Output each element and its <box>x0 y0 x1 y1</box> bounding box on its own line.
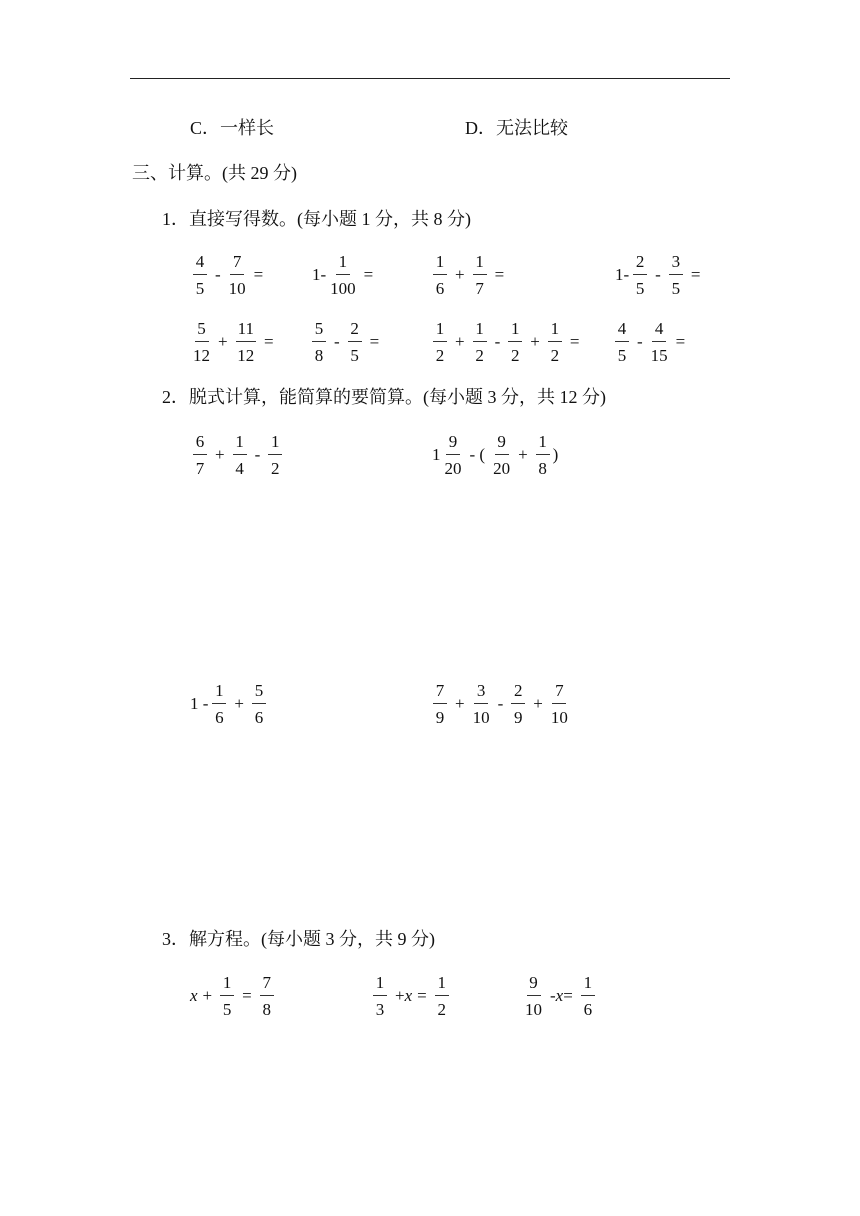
fraction: $\frac{1}{3}$ <box>373 974 387 1018</box>
fraction: $\frac{4}{5}$ <box>615 320 629 364</box>
choice-c: C．一样长 <box>190 118 275 138</box>
q2-expr-3: 1 - $\frac{1}{6}$ + $\frac{5}{6}$ <box>190 682 269 726</box>
q3-equation-2: $\frac{1}{3}$ + x = $\frac{1}{2}$ <box>370 974 452 1018</box>
fraction: $\frac{2}{9}$ <box>511 682 525 726</box>
section-heading: 三、计算。(共 29 分) <box>132 163 297 183</box>
fraction: $\frac{1}{100}$ <box>330 252 356 298</box>
fraction: $\frac{3}{5}$ <box>669 253 683 297</box>
fraction: $\frac{1}{8}$ <box>536 433 550 477</box>
fraction: $\frac{3}{10}$ <box>472 681 490 727</box>
fraction: $\frac{1}{2}$ <box>508 320 522 364</box>
fraction: $\frac{4}{5}$ <box>193 253 207 297</box>
fraction: $\frac{5}{8}$ <box>312 320 326 364</box>
q2-expr-1: $\frac{6}{7}$ + $\frac{1}{4}$ - $\frac{1}{2}$ <box>190 433 285 477</box>
q2-title: 2．脱式计算，能简算的要简算。(每小题 3 分，共 12 分) <box>162 387 606 407</box>
fraction: $\frac{1}{5}$ <box>220 974 234 1018</box>
q1-expr-7: $\frac{1}{2}$ + $\frac{1}{2}$ - $\frac{1}{2}$ + $\frac{1}{2}$ = <box>430 320 584 364</box>
q1-expr-3: $\frac{1}{6}$ + $\frac{1}{7}$ = <box>430 253 509 297</box>
fraction: $\frac{5}{6}$ <box>252 682 266 726</box>
fraction: $\frac{9}{10}$ <box>525 973 542 1019</box>
fraction: $\frac{1}{6}$ <box>433 253 447 297</box>
fraction: $\frac{7}{9}$ <box>433 682 447 726</box>
fraction: $\frac{1}{4}$ <box>233 433 247 477</box>
q1-expr-6: $\frac{5}{8}$ - $\frac{2}{5}$ = <box>309 320 384 364</box>
q1-expr-5: $\frac{5}{12}$ + $\frac{11}{12}$ = <box>193 319 274 365</box>
header-rule <box>130 78 730 79</box>
fraction: $\frac{1}{7}$ <box>473 253 487 297</box>
fraction: $\frac{1}{2}$ <box>268 433 282 477</box>
fraction: $\frac{11}{12}$ <box>237 319 255 365</box>
fraction: $\frac{9}{20}$ <box>444 432 462 478</box>
fraction: $\frac{5}{12}$ <box>193 319 210 365</box>
fraction: $\frac{9}{20}$ <box>493 432 511 478</box>
fraction: $\frac{7}{8}$ <box>260 974 274 1018</box>
choice-d: D．无法比较 <box>465 118 568 138</box>
q1-expr-8: $\frac{4}{5}$ - $\frac{4}{15}$ = <box>612 320 690 364</box>
q2-expr-2: 1 $\frac{9}{20}$ - ( $\frac{9}{20}$ + $\frac{1}{8}$ ) <box>432 432 559 478</box>
fraction: $\frac{2}{5}$ <box>633 253 647 297</box>
fraction: $\frac{1}{6}$ <box>581 974 595 1018</box>
fraction: $\frac{1}{2}$ <box>473 320 487 364</box>
q3-equation-1: x + $\frac{1}{5}$ = $\frac{7}{8}$ <box>190 974 277 1018</box>
fraction: $\frac{1}{2}$ <box>548 320 562 364</box>
q2-expr-4: $\frac{7}{9}$ + $\frac{3}{10}$ - $\frac{2}{9}$ + $\frac{7}{10}$ <box>430 682 571 726</box>
fraction: $\frac{7}{10}$ <box>550 681 568 727</box>
fraction: $\frac{1}{2}$ <box>433 320 447 364</box>
fraction: $\frac{1}{2}$ <box>435 974 449 1018</box>
q3-title: 3．解方程。(每小题 3 分，共 9 分) <box>162 929 435 949</box>
fraction: $\frac{7}{10}$ <box>228 252 246 298</box>
fraction: $\frac{1}{6}$ <box>212 682 226 726</box>
q3-equation-3: $\frac{9}{10}$ - x = $\frac{1}{6}$ <box>522 974 598 1018</box>
q1-expr-2: 1- $\frac{1}{100}$ = <box>312 252 374 298</box>
fraction: $\frac{6}{7}$ <box>193 433 207 477</box>
q1-expr-1: $\frac{4}{5}$ - $\frac{7}{10}$ = <box>190 253 268 297</box>
q1-title: 1．直接写得数。(每小题 1 分，共 8 分) <box>162 209 471 229</box>
fraction: $\frac{2}{5}$ <box>348 320 362 364</box>
q1-expr-4: 1- $\frac{2}{5}$ - $\frac{3}{5}$ = <box>615 252 701 298</box>
fraction: $\frac{4}{15}$ <box>650 319 668 365</box>
